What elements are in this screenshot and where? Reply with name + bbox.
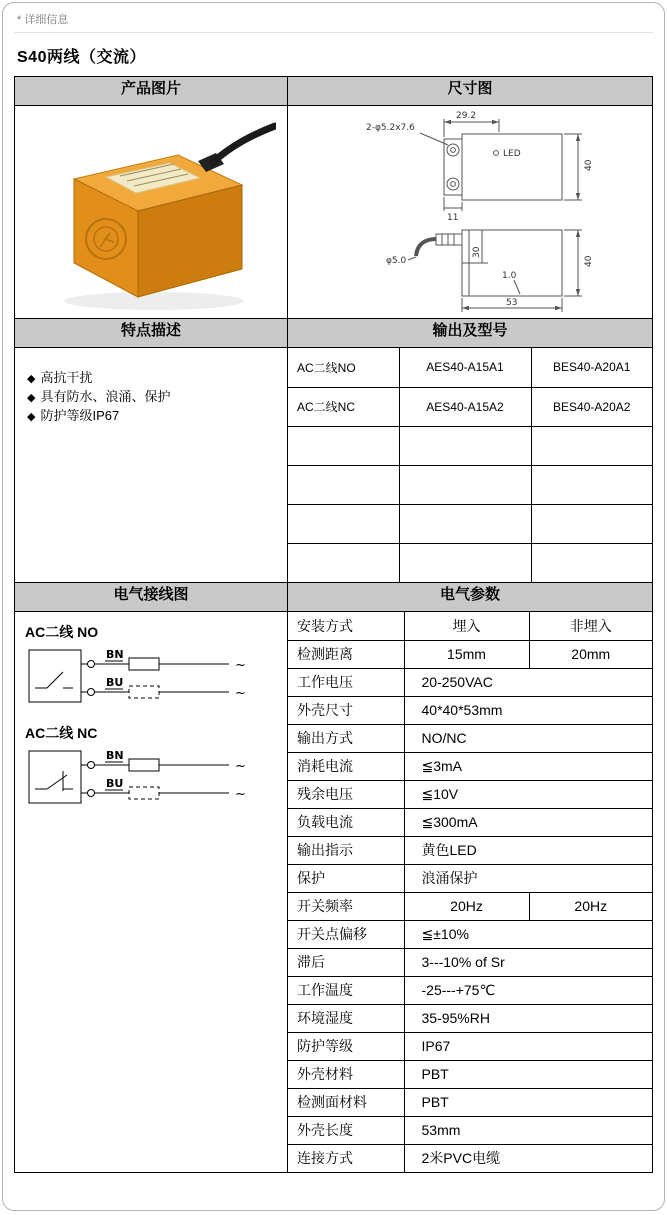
dim-led-label: LED [503,149,521,159]
param-value: PBT [404,1060,652,1088]
led-dot [494,151,499,156]
feature-text: 具有防水、浪涌、保护 [40,389,171,404]
media-row [15,106,653,319]
param-value: -25---+75℃ [404,976,652,1004]
model-cell [399,504,531,543]
diamond-bullet: ◆ [27,411,36,423]
param-row [288,808,652,836]
param-label: 工作电压 [288,668,404,696]
nc-switch-symbol [35,771,73,791]
bn-label: BN [106,648,124,661]
dim-labels [366,111,594,308]
dimension-cell [288,106,653,319]
param-label: 负载电流 [288,808,404,836]
wiring-nc-title: AC二线 NC [25,725,98,741]
product-photo [26,109,276,315]
model-cell [531,465,652,504]
model-cell [288,426,399,465]
ac-symbol: ~ [235,787,246,802]
model-row [288,465,652,504]
model-row [288,543,652,582]
header-params: 电气参数 [288,583,653,612]
feature-text: 防护等级IP67 [40,408,120,423]
diamond-bullet: ◆ [27,373,36,385]
header-row-3 [15,583,653,612]
header-wiring: 电气接线图 [15,583,288,612]
param-row [288,752,652,780]
dim-length-label: 53 [506,298,518,308]
param-value: 35-95%RH [404,1004,652,1032]
diamond-bullet: ◆ [27,392,36,404]
model-cell [531,504,652,543]
header-product-image: 产品图片 [15,77,288,106]
params-table [288,612,652,1172]
dim-offset-label: 11 [447,213,459,223]
param-row [288,1060,652,1088]
param-label: 开关频率 [288,892,404,920]
product-image-cell [15,106,288,319]
dimension-drawing [290,108,650,316]
param-row [288,836,652,864]
bu-label: BU [106,777,124,790]
feature-text: 高抗干扰 [40,370,93,385]
param-row [288,724,652,752]
shadow [64,292,244,310]
param-value: ≦3mA [404,752,652,780]
model-cell: AC二线NC [288,387,399,426]
param-value: 2米PVC电缆 [404,1144,652,1172]
model-cell: BES40-A20A2 [531,387,652,426]
params-cell [288,612,653,1173]
param-row [288,892,652,920]
param-label: 连接方式 [288,1144,404,1172]
no-wires [81,658,229,698]
param-row [288,668,652,696]
header-row-2 [15,319,653,348]
nc-wire-labels [106,749,124,790]
param-row [288,948,652,976]
param-label: 消耗电流 [288,752,404,780]
param-label: 残余电压 [288,780,404,808]
header-dimension: 尺寸图 [288,77,653,106]
top-divider [14,32,653,33]
model-cell [288,543,399,582]
param-value: ≦±10% [404,920,652,948]
dim-side-height-label: 40 [584,255,594,267]
param-label: 安装方式 [288,612,404,640]
model-cell [531,543,652,582]
param-value: 黄色LED [404,836,652,864]
param-row [288,612,652,640]
dim-step-label: 1.0 [502,271,517,281]
wiring-cell [15,612,288,1173]
mount-hole-bottom [447,178,459,190]
param-label: 防护等级 [288,1032,404,1060]
model-row [288,426,652,465]
param-row [288,864,652,892]
detail-info-note: * 详细信息 [17,14,69,26]
param-label: 检测面材料 [288,1088,404,1116]
param-row [288,696,652,724]
param-value: 53mm [404,1116,652,1144]
sensor-box [29,751,81,803]
wiring-diagram-nc [23,745,275,815]
model-cell [399,543,531,582]
ac-symbol: ~ [235,686,246,701]
model-row [288,504,652,543]
param-value: NO/NC [404,724,652,752]
model-cell [288,504,399,543]
nc-ac-symbols [235,759,246,802]
param-label: 开关点偏移 [288,920,404,948]
page-frame [2,2,665,1211]
features-list [27,370,279,425]
param-label: 外壳材料 [288,1060,404,1088]
param-value: 3---10% of Sr [404,948,652,976]
param-value: ≦300mA [404,808,652,836]
ac-symbol: ~ [235,658,246,673]
param-label: 外壳尺寸 [288,696,404,724]
param-row [288,1032,652,1060]
output-models-table [288,348,652,582]
no-ac-symbols [235,658,246,701]
model-cell [399,465,531,504]
param-row [288,976,652,1004]
param-label: 环境湿度 [288,1004,404,1032]
features-cell [15,348,288,583]
spec-table [14,76,653,1173]
param-label: 输出指示 [288,836,404,864]
bn-label: BN [106,749,124,762]
param-row [288,1088,652,1116]
feature-item [27,408,279,425]
top-view [420,119,582,211]
param-label: 检测距离 [288,640,404,668]
dim-holes-label: 2-φ5.2x7.6 [366,123,415,133]
param-value: 20mm [529,640,652,668]
model-cell [288,465,399,504]
param-label: 输出方式 [288,724,404,752]
feature-item [27,370,279,387]
param-value: 20Hz [529,892,652,920]
mount-hole-top [447,144,459,156]
cable-gland-drawing [436,234,462,245]
header-row-1 [15,77,653,106]
bu-label: BU [106,676,124,689]
model-cell [531,426,652,465]
param-value: 埋入 [404,612,529,640]
wiring-diagram-no [23,644,275,714]
param-row [288,640,652,668]
no-switch-symbol [35,672,73,688]
dim-depth-label: 30 [472,246,482,258]
param-value: 15mm [404,640,529,668]
param-value: 20-250VAC [404,668,652,696]
feature-item [27,389,279,406]
param-value: IP67 [404,1032,652,1060]
param-label: 滞后 [288,948,404,976]
dim-top-width-label: 29.2 [456,111,477,121]
model-cell: AC二线NO [288,348,399,387]
param-value: PBT [404,1088,652,1116]
param-row [288,1144,652,1172]
features-models-row [15,348,653,583]
param-label: 工作温度 [288,976,404,1004]
page-title: S40两线（交流） [17,49,146,66]
model-cell: AES40-A15A1 [399,348,531,387]
param-label: 外壳长度 [288,1116,404,1144]
dim-top-height-label: 40 [584,159,594,171]
param-row [288,1116,652,1144]
param-value: 20Hz [404,892,529,920]
param-label: 保护 [288,864,404,892]
header-output-models: 输出及型号 [288,319,653,348]
model-row [288,348,652,387]
cable [212,126,275,163]
model-row [288,387,652,426]
param-row [288,780,652,808]
header-features: 特点描述 [15,319,288,348]
output-models-cell [288,348,653,583]
dim-cable-dia-label: φ5.0 [386,256,407,266]
ac-symbol: ~ [235,759,246,774]
nc-wires [81,759,229,799]
param-value: 40*40*53mm [404,696,652,724]
param-value: ≦10V [404,780,652,808]
param-row [288,920,652,948]
model-cell: AES40-A15A2 [399,387,531,426]
no-wire-labels [106,648,124,689]
model-cell: BES40-A20A1 [531,348,652,387]
cable-drawing [416,239,436,256]
param-value: 浪涌保护 [404,864,652,892]
param-row [288,1004,652,1032]
wiring-params-row [15,612,653,1173]
side-view [408,230,582,312]
param-value: 非埋入 [529,612,652,640]
sensor-box [29,650,81,702]
wiring-no-title: AC二线 NO [25,624,99,640]
top-view-body [462,134,562,200]
model-cell [399,426,531,465]
